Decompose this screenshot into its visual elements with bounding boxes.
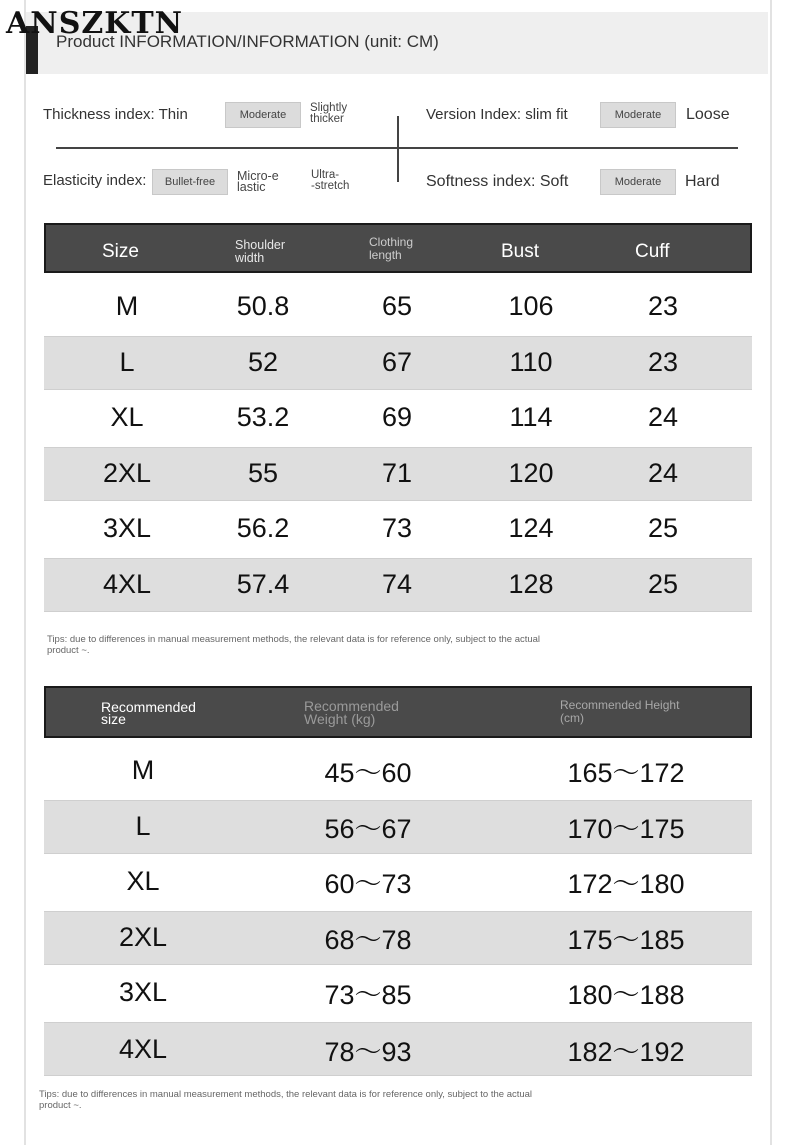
table-cell: 23: [647, 290, 679, 321]
table-cell: 24: [647, 401, 679, 432]
table-row: [44, 336, 752, 390]
table-cell: 56.2: [236, 512, 290, 543]
table-cell: 3XL: [102, 512, 152, 543]
elasticity-bulletfree-chip: Bullet-free: [152, 169, 228, 195]
table-cell: XL: [110, 401, 144, 432]
thickness-index-label: Thickness index: Thin: [43, 106, 188, 123]
version-loose-label: Loose: [686, 106, 730, 123]
header-shoulder-width: Shoulder width: [235, 238, 286, 265]
table-cell: 175～185: [567, 925, 685, 956]
table-row: [44, 502, 752, 554]
table-cell: 120: [508, 458, 554, 488]
table-cell: 124: [508, 512, 554, 543]
divider-vertical: [397, 116, 399, 182]
table-cell: 2XL: [102, 458, 152, 488]
size-table-header: [44, 223, 752, 273]
table-cell: 25: [647, 569, 679, 599]
table-cell: 4XL: [102, 569, 152, 599]
table-row: [44, 800, 752, 854]
table-cell: XL: [126, 865, 160, 896]
table-cell: 110: [509, 347, 553, 377]
softness-index-label: Softness index: Soft: [426, 173, 569, 190]
table-cell: 50.8: [236, 290, 290, 321]
table-cell: 53.2: [236, 401, 290, 432]
elasticity-index-label: Elasticity index:: [43, 172, 147, 189]
table-cell: 71: [381, 458, 413, 488]
version-moderate-chip: Moderate: [600, 102, 676, 128]
header-cuff: Cuff: [635, 241, 670, 262]
table-cell: 68～78: [324, 925, 412, 956]
table-row: [44, 447, 752, 501]
version-index-label: Version Index: slim fit: [426, 106, 568, 123]
table-cell: 4XL: [118, 1033, 168, 1064]
table-cell: 24: [647, 458, 679, 488]
header-recommended-weight: Recommended Weight (kg): [304, 698, 399, 727]
table-cell: 170～175: [567, 814, 685, 845]
table-cell: 128: [508, 569, 554, 599]
table-cell: 180～188: [567, 979, 685, 1010]
table-cell: 73～85: [324, 979, 412, 1010]
table-row: [44, 966, 752, 1018]
table-cell: M: [131, 754, 155, 785]
table-cell: 23: [647, 347, 679, 377]
header-clothing-length: Clothing length: [369, 235, 414, 262]
table-cell: 78～93: [324, 1036, 412, 1067]
thickness-extra: Slightly thicker: [310, 102, 348, 125]
table-cell: 60～73: [324, 868, 412, 899]
table-cell: L: [135, 811, 151, 842]
table-cell: M: [115, 290, 139, 321]
elasticity-ultra: Ultra- -stretch: [311, 169, 350, 192]
table-cell: 56～67: [324, 814, 412, 845]
table-cell: 3XL: [118, 976, 168, 1007]
thickness-moderate-chip: Moderate: [225, 102, 301, 128]
table-cell: 182～192: [567, 1036, 685, 1067]
page-title: Product INFORMATION/INFORMATION (unit: CM): [56, 32, 439, 51]
table-row: [44, 911, 752, 965]
brand-logo: ANSZKTN: [6, 6, 184, 41]
header-recommended-height: Recommended Height (cm): [560, 698, 680, 725]
softness-moderate-chip: Moderate: [600, 169, 676, 195]
softness-hard-label: Hard: [685, 173, 720, 190]
recommend-table-header: [44, 686, 752, 738]
table-cell: 65: [381, 290, 413, 321]
table-row: [44, 391, 752, 443]
table-row: [44, 855, 752, 907]
table-cell: 106: [508, 290, 554, 321]
table-row: [44, 1022, 752, 1076]
table-cell: 57.4: [236, 569, 290, 599]
header-bust: Bust: [501, 241, 540, 262]
size-table-tips: Tips: due to differences in manual measurement methods, the relevant data is for reference only, subject to the actual product ~.: [47, 634, 541, 656]
table-cell: 25: [647, 512, 679, 543]
table-cell: 69: [381, 401, 413, 432]
elasticity-micro: Micro-e lastic: [237, 169, 279, 194]
recommend-table-tips: Tips: due to differences in manual measurement methods, the relevant data is for reference only, subject to the actual product ~.: [39, 1089, 533, 1111]
header-size: Size: [102, 241, 139, 262]
table-cell: 73: [381, 512, 413, 543]
table-row: [44, 558, 752, 612]
table-cell: 67: [381, 347, 413, 377]
table-cell: 52: [247, 347, 279, 377]
table-cell: 114: [509, 401, 553, 432]
table-row: [44, 280, 752, 332]
table-cell: 172～180: [567, 868, 685, 899]
table-cell: L: [119, 347, 135, 377]
table-cell: 74: [381, 569, 413, 599]
table-row: [44, 744, 752, 796]
table-cell: 165～172: [567, 757, 685, 788]
table-cell: 55: [247, 458, 279, 488]
table-cell: 45～60: [324, 757, 412, 788]
header-recommended-size: Recommended size: [101, 699, 196, 727]
table-cell: 2XL: [118, 922, 168, 953]
